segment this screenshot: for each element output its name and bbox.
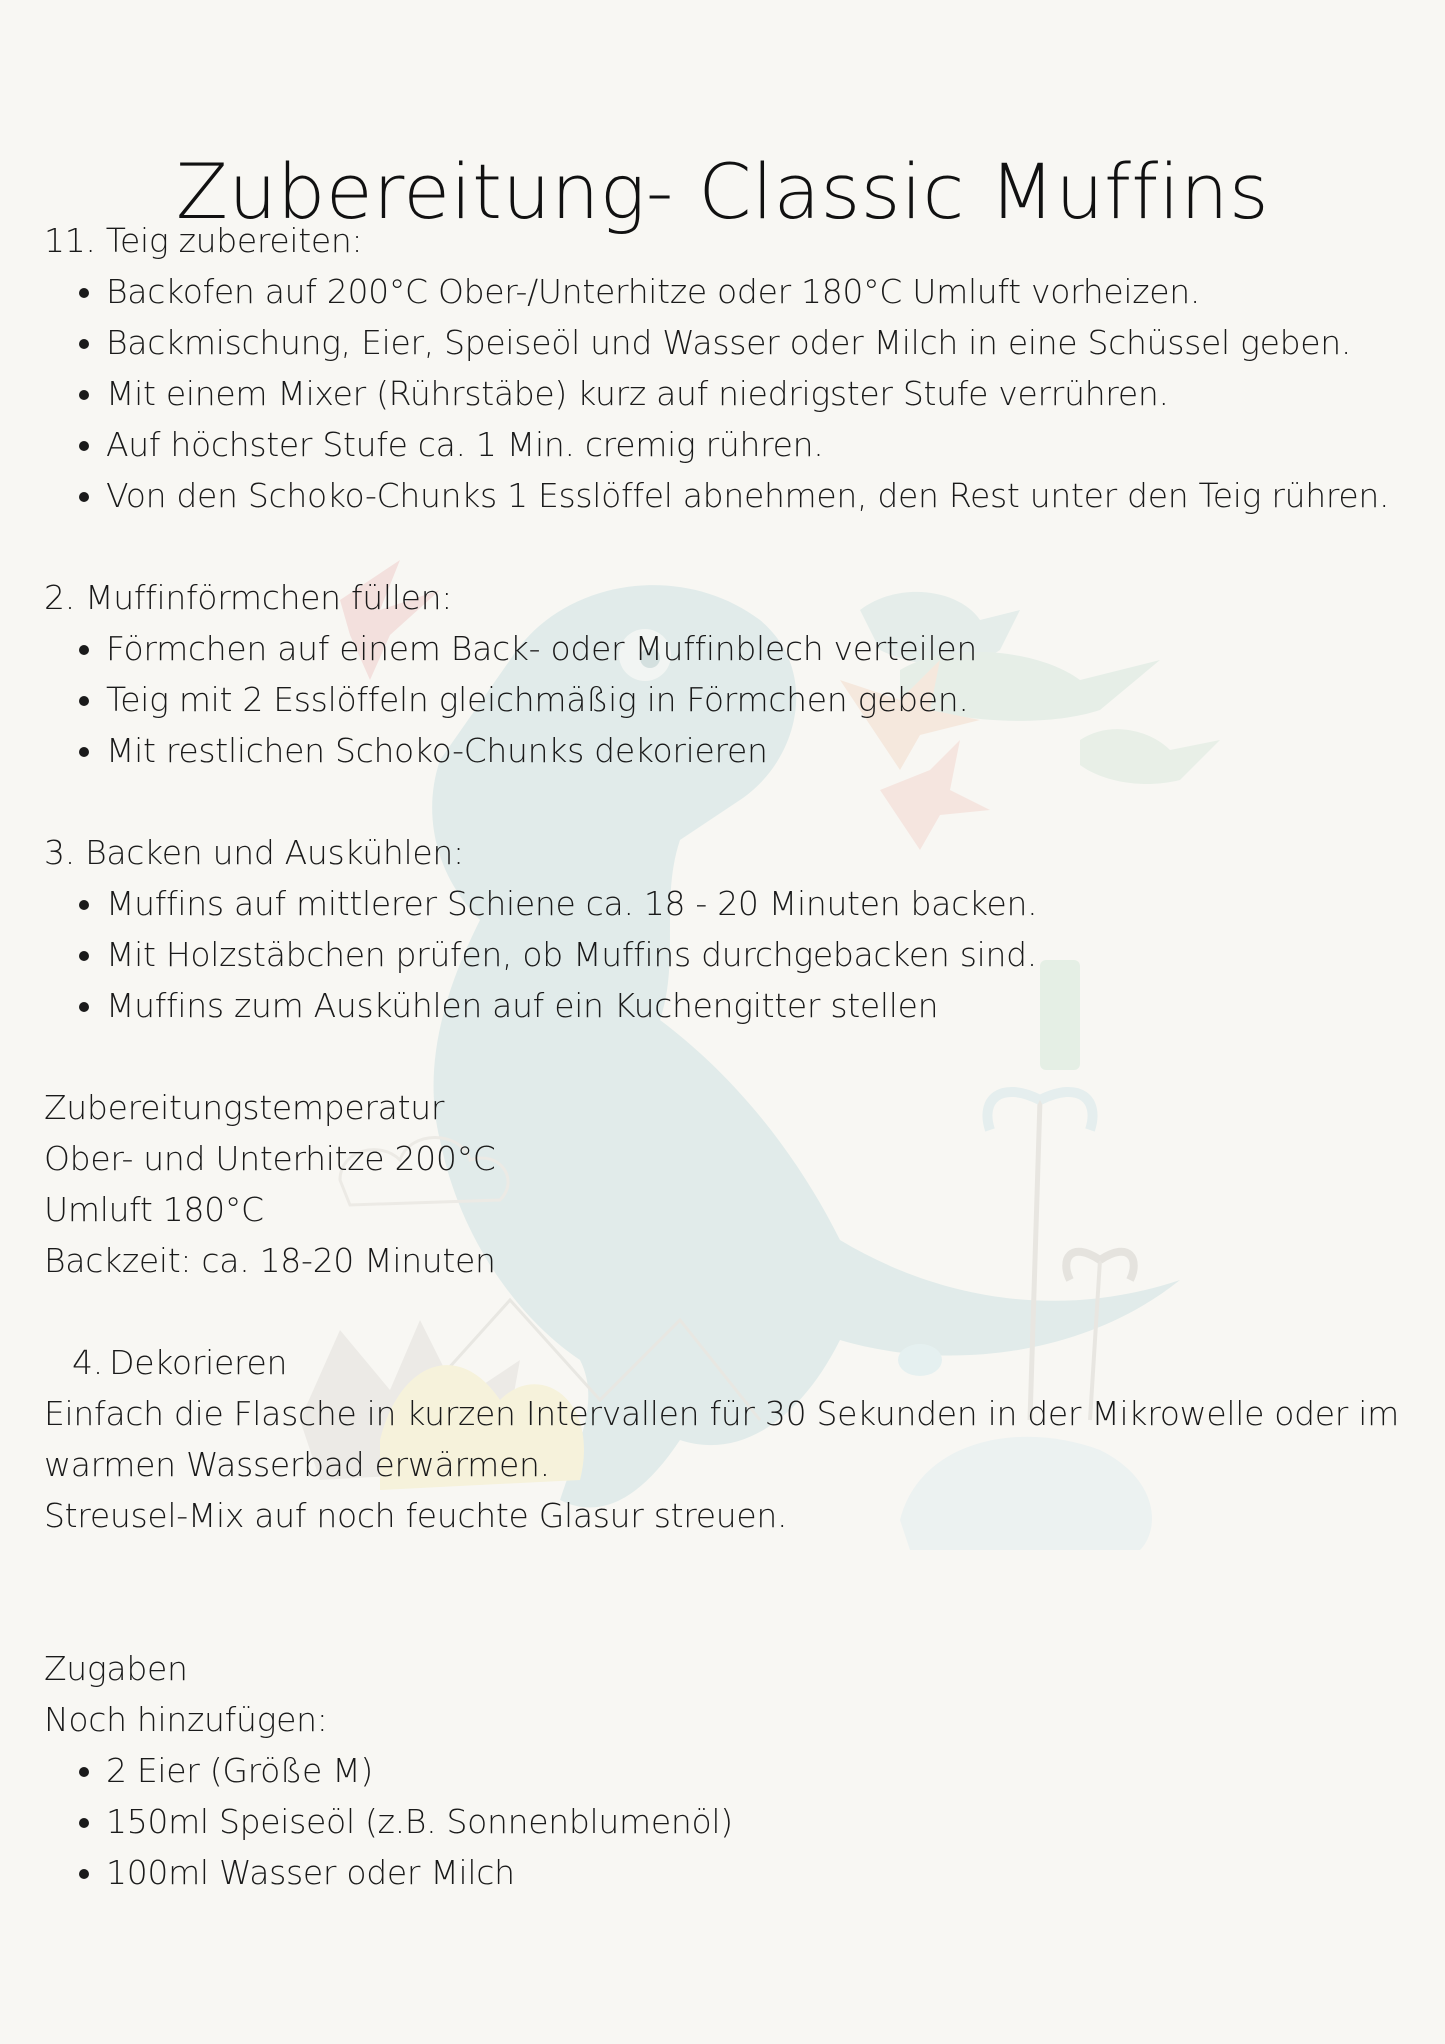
temperature-heading: Zubereitungstemperatur	[44, 1088, 445, 1127]
baking-time-line: Backzeit: ca. 18-20 Minuten	[44, 1241, 496, 1280]
list-item: • Teig mit 2 Esslöffeln gleichmäßig in Förmchen geben.	[106, 674, 1404, 725]
page-title: Zubereitung- Classic Muffins	[175, 146, 1270, 236]
list-item: • Mit einem Mixer (Rührstäbe) kurz auf niedrigster Stufe verrühren.	[106, 368, 1404, 419]
step-4-heading: 4. Dekorieren	[72, 1343, 288, 1382]
step-2-section	[44, 572, 1404, 776]
step-4-section	[44, 1337, 1404, 1541]
step-3-heading: 3. Backen und Auskühlen:	[44, 833, 464, 872]
extras-subheading: Noch hinzufügen:	[44, 1700, 328, 1739]
list-item: • 150ml Speiseöl (z.B. Sonnenblumenöl)	[106, 1796, 1404, 1847]
step-1-heading: 11. Teig zubereiten:	[44, 221, 363, 260]
temperature-line: Umluft 180°C	[44, 1190, 264, 1229]
list-item: • Muffins zum Auskühlen auf ein Kuchengitter stellen	[106, 980, 1404, 1031]
step-1-list	[44, 266, 1404, 521]
list-item: • Mit Holzstäbchen prüfen, ob Muffins durchgebacken sind.	[106, 929, 1404, 980]
list-item: • Backofen auf 200°C Ober-/Unterhitze oder 180°C Umluft vorheizen.	[106, 266, 1404, 317]
list-item: • 100ml Wasser oder Milch	[106, 1847, 1404, 1898]
extras-list	[44, 1745, 1404, 1898]
list-item: • 2 Eier (Größe M)	[106, 1745, 1404, 1796]
temperature-line: Ober- und Unterhitze 200°C	[44, 1139, 496, 1178]
recipe-content	[44, 215, 1404, 1898]
list-item: • Förmchen auf einem Back- oder Muffinblech verteilen	[106, 623, 1404, 674]
step-3-list	[44, 878, 1404, 1031]
step-2-list	[44, 623, 1404, 776]
list-item: • Mit restlichen Schoko-Chunks dekorieren	[106, 725, 1404, 776]
step-4-text: Einfach die Flasche in kurzen Intervallen für 30 Sekunden in der Mikrowelle oder im warmen Wasserbad erwärmen.	[44, 1394, 1399, 1484]
spacer	[44, 1541, 1404, 1643]
spacer	[44, 776, 1404, 827]
extras-section	[44, 1643, 1404, 1898]
list-item: • Von den Schoko-Chunks 1 Esslöffel abnehmen, den Rest unter den Teig rühren.	[106, 470, 1404, 521]
step-1-section	[44, 215, 1404, 521]
temperature-section	[44, 1082, 1404, 1286]
step-2-heading: 2. Muffinförmchen füllen:	[44, 578, 453, 617]
list-item: • Backmischung, Eier, Speiseöl und Wasser oder Milch in eine Schüssel geben.	[106, 317, 1404, 368]
list-item: • Auf höchster Stufe ca. 1 Min. cremig rühren.	[106, 419, 1404, 470]
list-item: • Muffins auf mittlerer Schiene ca. 18 - 20 Minuten backen.	[106, 878, 1404, 929]
spacer	[44, 521, 1404, 572]
step-3-section	[44, 827, 1404, 1031]
spacer	[44, 1031, 1404, 1082]
spacer	[44, 1286, 1404, 1337]
step-4-text: Streusel-Mix auf noch feuchte Glasur streuen.	[44, 1496, 788, 1535]
extras-heading: Zugaben	[44, 1649, 188, 1688]
